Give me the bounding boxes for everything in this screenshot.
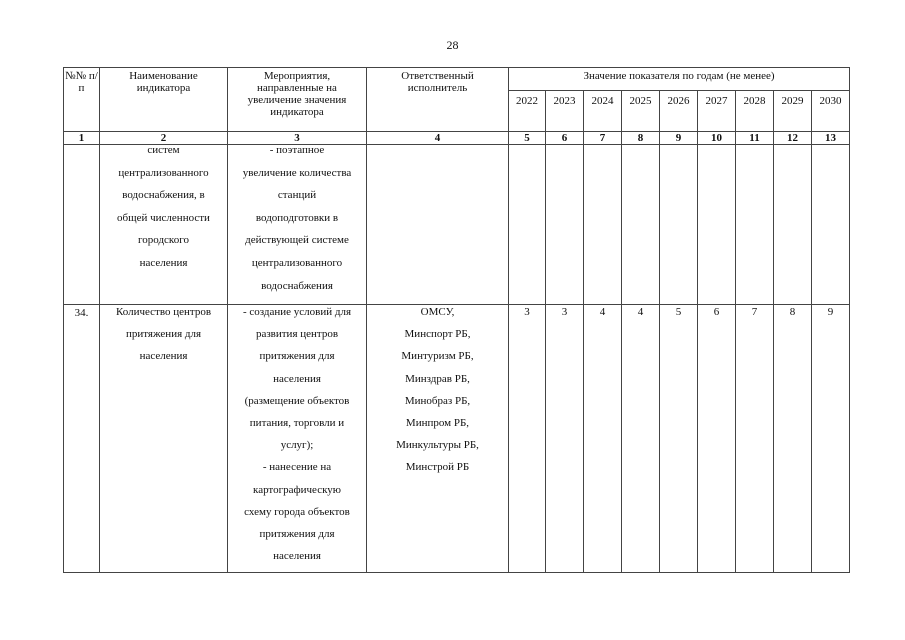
cell-line: действующей системе [245,234,349,247]
year-header: 2023 [546,91,584,132]
year-header: 2026 [660,91,698,132]
value-cell [546,145,584,305]
value-cell: 6 [698,305,736,573]
cell-line: Минкультуры РБ, [396,439,479,452]
value-cell [509,145,546,305]
column-number: 10 [698,132,736,145]
cell-line: населения [139,350,188,363]
year-header: 2025 [622,91,660,132]
header-executor: Ответственный исполнитель [367,68,509,132]
year-header: 2029 [774,91,812,132]
value-cell: 4 [584,305,622,573]
cell-line: централизованного [251,256,343,269]
cell-line: схему города объектов [244,505,350,518]
value-cell [584,145,622,305]
table-row [64,305,850,573]
column-number: 1 [64,132,100,145]
value-cell [660,145,698,305]
value-cell: 9 [812,305,850,573]
cell-line: городского [138,234,189,247]
table-row [64,145,850,305]
value-cell: 8 [774,305,812,573]
cell-line: Минспорт РБ, [404,328,471,341]
row-number [64,145,100,305]
value-cell: 7 [736,305,774,573]
executor-cell [367,305,509,573]
cell-line: ОМСУ, [420,306,455,318]
measures-cell [228,305,367,573]
year-header: 2030 [812,91,850,132]
cell-line: станций [277,189,317,202]
value-cell [622,145,660,305]
year-header: 2027 [698,91,736,132]
value-cell [698,145,736,305]
cell-line: притяжения для [259,528,335,541]
indicator-cell [100,305,228,573]
executor-cell [367,145,509,305]
cell-line: централизованного [118,166,209,179]
value-cell: 3 [546,305,584,573]
value-cell [812,145,850,305]
cell-line: водоподготовки в [255,211,339,224]
page-number: 28 [446,38,459,52]
cell-line: (размещение объектов [244,394,350,407]
column-number: 5 [509,132,546,145]
cell-line: систем [147,144,180,156]
cell-line: питания, торговли и [249,417,345,430]
column-number: 11 [736,132,774,145]
value-cell: 4 [622,305,660,573]
value-cell: 3 [509,305,546,573]
cell-line: Количество центров [115,306,212,318]
cell-line: общей численности [117,211,210,224]
year-header: 2022 [509,91,546,132]
cell-line: населения [273,550,321,563]
cell-line: водоснабжения [261,279,333,292]
column-number: 13 [812,132,850,145]
cell-line: - поэтапное [269,144,325,156]
indicator-cell [100,145,228,305]
header-values: Значение показателя по годам (не менее) [509,68,850,91]
column-number: 7 [584,132,622,145]
column-number: 2 [100,132,228,145]
column-number: 6 [546,132,584,145]
row-number: 34. [64,305,100,573]
column-number: 8 [622,132,660,145]
cell-line: - создание условий для [242,306,352,318]
cell-line: - нанесение на [262,461,332,474]
header-measures: Мероприятия, направленные на увеличение значения индикатора [228,68,367,132]
cell-line: водоснабжения, в [122,189,205,202]
cell-line: Минстрой РБ [405,461,470,474]
value-cell [736,145,774,305]
header-indicator: Наименование индикатора [100,68,228,132]
column-number: 12 [774,132,812,145]
cell-line: Минздрав РБ, [405,372,470,385]
cell-line: населения [273,372,321,385]
cell-line: Минпром РБ, [405,417,470,430]
cell-line: населения [139,256,188,269]
cell-line: услуг); [280,439,314,452]
year-header: 2028 [736,91,774,132]
cell-line: Минтуризм РБ, [401,350,474,363]
year-header: 2024 [584,91,622,132]
cell-line: Минобраз РБ, [404,394,471,407]
cell-line: развития центров [255,328,339,341]
cell-line: картографическую [253,483,341,496]
value-cell: 5 [660,305,698,573]
indicator-table [63,67,850,573]
header-num: №№ п/п [64,68,100,132]
cell-line: притяжения для [125,328,202,341]
column-number: 4 [367,132,509,145]
column-number: 9 [660,132,698,145]
cell-line: притяжения для [259,350,335,363]
measures-cell [228,145,367,305]
value-cell [774,145,812,305]
column-number: 3 [228,132,367,145]
cell-line: увеличение количества [242,166,352,179]
